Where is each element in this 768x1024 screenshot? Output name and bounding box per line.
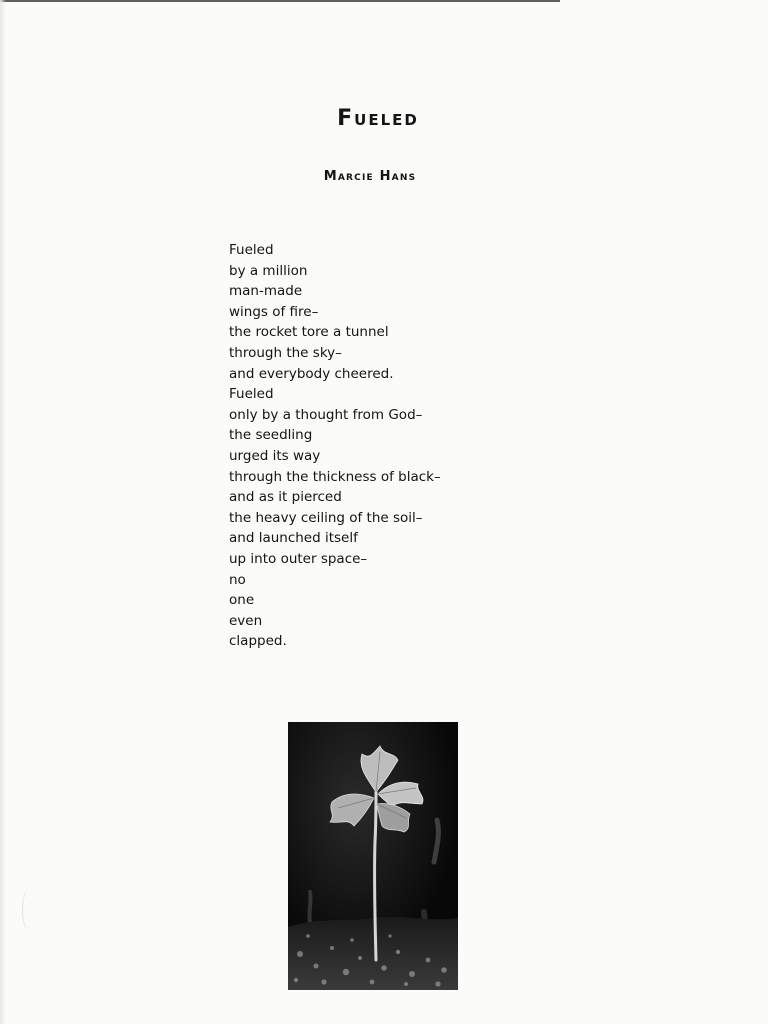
poem-line: and launched itself [229,530,358,547]
page-top-edge [0,0,560,2]
poem-line: wings of fire– [229,303,319,320]
poem-line: and as it pierced [229,489,342,506]
poem-line: through the thickness of black– [229,468,441,485]
poem-line: Fueled [229,386,274,403]
poem-line: the seedling [229,427,313,444]
poem-line: the rocket tore a tunnel [229,324,389,341]
poem-line: only by a thought from God– [229,406,423,423]
page-left-shadow [0,0,6,1024]
poem-line: man-made [229,283,303,300]
soil-ground [288,917,458,990]
seedling-illustration [288,722,458,990]
poem-line: and everybody cheered. [229,365,394,382]
poem-line: through the sky– [229,344,342,361]
poem-line: Fueled [229,242,274,258]
poem-line: the heavy ceiling of the soil– [229,509,423,526]
paper-crease [22,890,35,930]
seedling-photo [288,722,458,990]
poem-line: urged its way [229,447,321,464]
poem-line: one [229,592,255,609]
poem-body [229,240,529,652]
poem-line: up into outer space– [229,550,368,567]
poem-line: even [229,612,263,629]
poem-line: no [229,571,246,588]
poem-author: Marcie Hans [323,169,417,184]
poem-title: Fueled [337,106,419,131]
seedling-stem [375,792,376,960]
poem-line: by a million [229,262,308,279]
poem-line: clapped. [229,633,287,650]
